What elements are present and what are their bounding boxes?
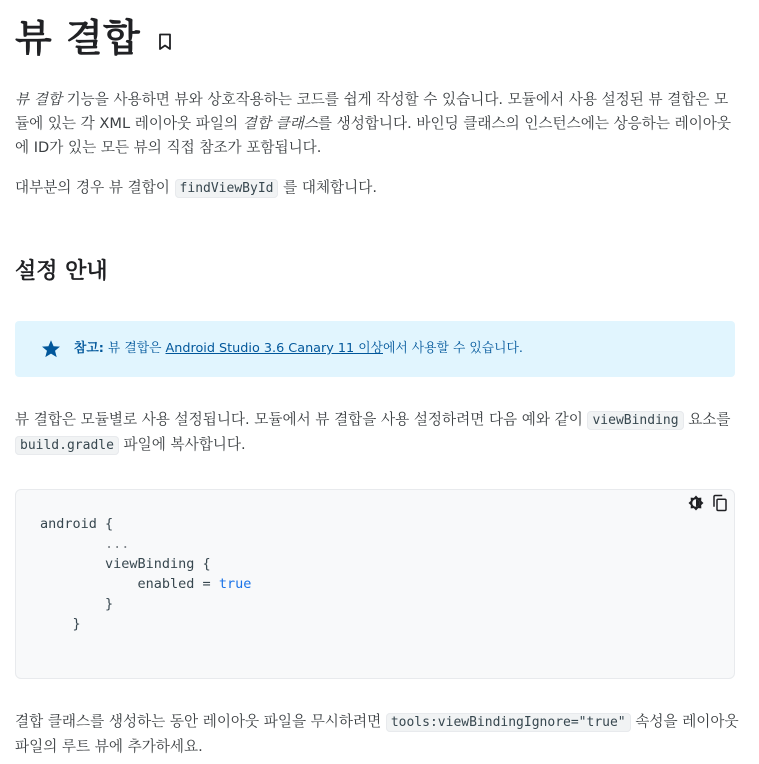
inline-code-tools-ignore: tools:viewBindingIgnore="true" bbox=[386, 713, 631, 732]
copy-icon[interactable] bbox=[711, 494, 729, 512]
intro-text-1: 기능을 사용하면 뷰와 상호작용하는 코드를 쉽게 작성할 수 있습니다. 모듈에서 사용 설정된 뷰 결합은 모듈에 있는 각 XML 레이아웃 파일의 bbox=[15, 91, 729, 132]
enable-text-after: 파일에 복사합니다. bbox=[118, 436, 246, 453]
dark-mode-toggle-icon[interactable] bbox=[687, 494, 705, 512]
note-callout bbox=[15, 321, 735, 377]
inline-code-viewbinding: viewBinding bbox=[587, 411, 683, 430]
inline-code-findviewbyid: findViewById bbox=[175, 179, 279, 198]
note-after: 에서 사용할 수 있습니다. bbox=[383, 341, 523, 356]
note-label: 참고: bbox=[74, 341, 104, 356]
inline-code-build-gradle: build.gradle bbox=[15, 436, 119, 455]
note-body: 뷰 결합은 bbox=[103, 341, 166, 356]
intro-em-class: 결합 클래스 bbox=[242, 115, 318, 132]
enable-text-mid: 요소를 bbox=[683, 411, 731, 428]
ignore-text-after: 속성을 레이아웃 파일의 루트 뷰에 추가하세요. bbox=[15, 713, 739, 755]
intro-paragraph bbox=[15, 88, 735, 160]
enable-paragraph bbox=[15, 408, 735, 458]
title-row bbox=[15, 14, 172, 62]
ignore-paragraph bbox=[15, 710, 740, 759]
code-content bbox=[40, 514, 251, 634]
code-line-5: } bbox=[40, 596, 114, 612]
code-line-2: ... bbox=[40, 536, 130, 552]
ignore-text-before: 결합 클래스를 생성하는 동안 레이아웃 파일을 무시하려면 bbox=[15, 713, 386, 730]
code-block bbox=[15, 489, 735, 679]
code-line-4-key: enabled = bbox=[40, 576, 219, 592]
intro-em-term: 뷰 결합 bbox=[15, 91, 62, 108]
code-line-1: android { bbox=[40, 516, 114, 532]
replace-paragraph bbox=[15, 176, 735, 201]
replace-text-before: 대부분의 경우 뷰 결합이 bbox=[15, 179, 175, 196]
replace-text-after: 를 대체합니다. bbox=[278, 179, 377, 196]
code-line-4-value: true bbox=[218, 576, 252, 592]
note-text bbox=[74, 339, 523, 359]
code-line-6: } bbox=[40, 616, 81, 632]
code-toolbar bbox=[687, 494, 729, 512]
bookmark-icon[interactable] bbox=[158, 33, 172, 51]
android-studio-link[interactable]: Android Studio 3.6 Canary 11 이상 bbox=[165, 341, 383, 356]
page-title: 뷰 결합 bbox=[15, 16, 141, 60]
setup-heading: 설정 안내 bbox=[15, 259, 108, 284]
code-line-3: viewBinding { bbox=[40, 556, 211, 572]
star-icon bbox=[40, 338, 62, 360]
intro-text-2: 를 생성합니다. 바인딩 클래스의 인스턴스에는 상응하는 레이아웃에 ID가 있는 모든 뷰의 직접 참조가 포함됩니다. bbox=[15, 115, 731, 156]
enable-text-before: 뷰 결합은 모듈별로 사용 설정됩니다. 모듈에서 뷰 결합을 사용 설정하려면 다음 예와 같이 bbox=[15, 411, 588, 428]
